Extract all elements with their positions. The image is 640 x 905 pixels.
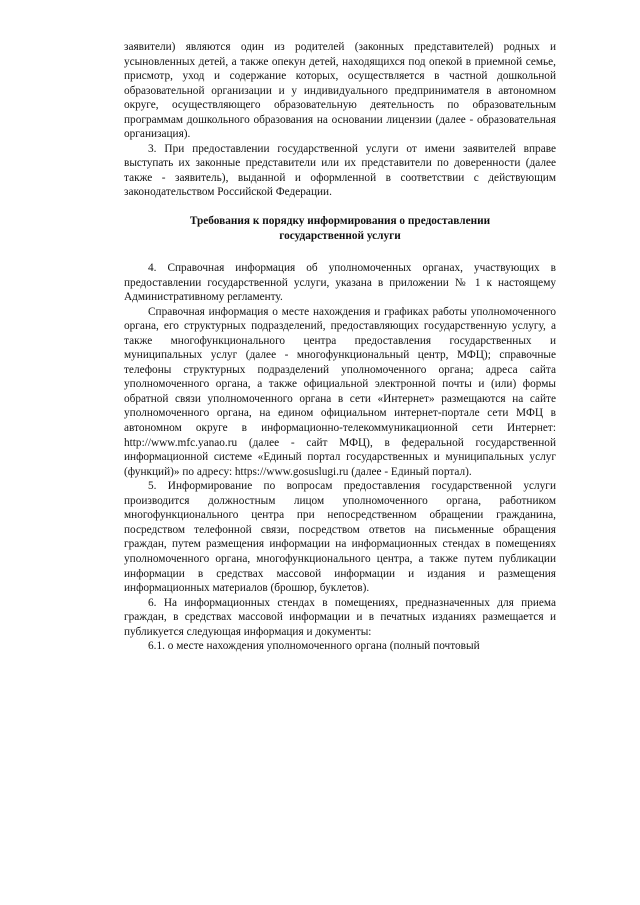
paragraph-6: 6. На информационных стендах в помещениях, предназначенных для приема граждан, в средствах массовой информации и в печатных изданиях размещается и публикуется следующая информация и документы: (124, 596, 556, 638)
paragraph-6-1: 6.1. о месте нахождения уполномоченного органа (полный почтовый (148, 640, 480, 653)
document-page (124, 40, 556, 654)
paragraph-4: 4. Справочная информация об уполномоченных органах, участвующих в предоставлении государственной услуги, указана в приложении № 1 к настоящему Административному регламенту. (124, 262, 556, 304)
paragraph-5: 5. Информирование по вопросам предоставления государственной услуги производится должностным лицом уполномоченного органа, работником многофункционального центра при непосредственном обращении гражданина, посредством телефонной связи, посредством ответов на письменные обращения граждан, путем размещения информации на информационных стендах в помещениях уполномоченного органа, многофункционального центра, а также путем публикации информации в средствах массовой информации и издания и размещения информационных материалов (брошюр, буклетов). (124, 480, 556, 595)
section-heading (124, 214, 556, 244)
paragraph-4-reference-info: Справочная информация о месте нахождения и графиках работы уполномоченного органа, его структурных подразделений, предоставляющих государственную услугу, а также многофункционального центра предоставления государственных и муниципальных услуг (далее - многофункциональный центр, МФЦ); справочные телефоны структурных подразделений уполномоченного органа; адреса сайта уполномоченного органа, а также официальной электронной почты и (или) формы обратной связи уполномоченного органа в сети «Интернет» размещаются на сайте уполномоченного органа, на едином официальном интернет-портале сети МФЦ в автономном округе в информационно-телекоммуникационной сети Интернет: http://www.mfc.yanao.ru (далее - сайт МФЦ), в федеральной государственной информационной системе «Единый портал государственных и муниципальных услуг (функций)» по адресу: https://www.gosuslugi.ru (далее - Единый портал). (124, 305, 556, 478)
section-heading-line-2: государственной услуги (279, 230, 401, 243)
paragraph-continuation: заявители) являются один из родителей (законных представителей) родных и усыновленных детей, а также опекун детей, находящихся под опекой в приемной семье, присмотр, уход и содержание которых, осуществляется в частной дошкольной образовательной организации и у индивидуального предпринимателя в автономном округе, осуществляющего образовательную деятельность по образовательным программам дошкольного образования на основании лицензии (далее - образовательная организация). (124, 41, 556, 141)
section-heading-line-1: Требования к порядку информирования о предоставлении (189, 215, 491, 228)
paragraph-3: 3. При предоставлении государственной услуги от имени заявителей вправе выступать их законные представители или их представители по доверенности (далее также - заявитель), выданной и оформленной в соответствии с действующим законодательством Российской Федерации. (124, 142, 556, 199)
